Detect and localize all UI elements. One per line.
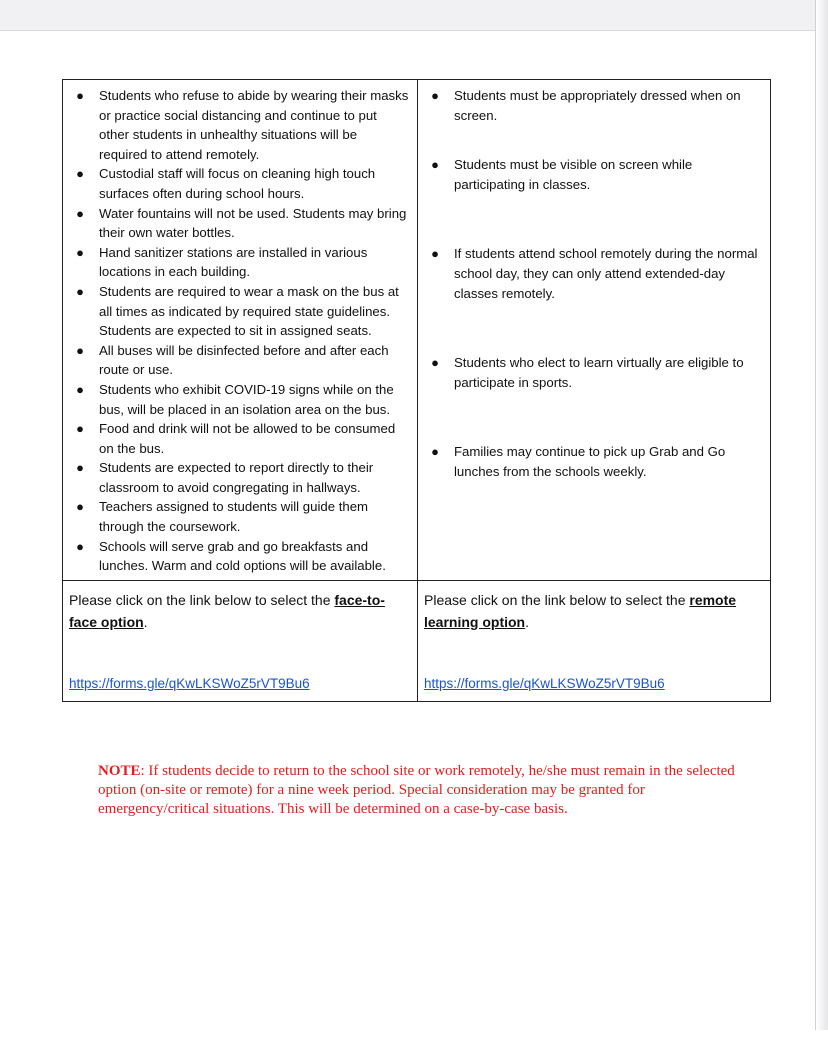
list-item: ● Hand sanitizer stations are installed in various locations in each building. xyxy=(76,244,368,280)
list-item: ● Students who exhibit COVID-19 signs while on the bus, will be placed in an isolation area on the bus. xyxy=(76,381,394,417)
bullet-icon: ● xyxy=(76,283,84,299)
list-item: ● Students who elect to learn virtually are eligible to participate in sports. xyxy=(431,355,744,390)
bullet-icon: ● xyxy=(431,246,439,262)
options-table xyxy=(62,79,771,702)
bullet-icon: ● xyxy=(76,205,84,221)
viewer-scrollbar[interactable] xyxy=(815,0,828,1030)
bullet-icon: ● xyxy=(431,355,439,371)
note-paragraph xyxy=(98,762,738,819)
bullet-icon: ● xyxy=(431,88,439,103)
bullet-icon: ● xyxy=(76,381,84,397)
list-item: ● Teachers assigned to students will guide them through the coursework. xyxy=(76,499,369,535)
list-item: ● Schools will serve grab and go breakfasts and lunches. Warm and cold options will be available. xyxy=(76,538,386,574)
bullet-icon: ● xyxy=(76,342,84,358)
face-to-face-form-link[interactable]: https://forms.gle/qKwLKSWoZ5rVT9Bu6 xyxy=(69,675,310,691)
remote-option-label: remote learning option xyxy=(424,591,737,630)
list-item: ● Custodial staff will focus on cleaning high touch surfaces often during school hours. xyxy=(76,166,376,201)
list-item: ● Students must be visible on screen while participating in classes. xyxy=(431,157,693,192)
list-item: ● Students must be appropriately dressed when on screen. xyxy=(431,88,741,123)
remote-rules-list xyxy=(418,80,770,516)
list-item: ● Water fountains will not be used. Students may bring their own water bottles. xyxy=(76,205,407,241)
list-item: ● All buses will be disinfected before and after each route or use. xyxy=(76,342,389,378)
face-to-face-intro: Please click on the link below to select the xyxy=(69,591,335,608)
list-item: ● Food and drink will not be allowed to be consumed on the bus. xyxy=(76,421,396,456)
bullet-icon: ● xyxy=(76,244,84,260)
list-item: ● If students attend school remotely during the normal school day, they can only attend extended-day classes remotely. xyxy=(431,246,758,301)
face-to-face-rules-list xyxy=(63,80,417,580)
viewer-toolbar xyxy=(0,0,828,31)
bullet-icon: ● xyxy=(76,499,84,515)
remote-link-cell: Please click on the link below to select the remote learning option. https://forms.gle/qKwLKSWoZ5rVT9Bu6 xyxy=(418,580,771,701)
bullet-icon: ● xyxy=(76,460,84,476)
list-item: ● Students are expected to report directly to their classroom to avoid congregating in hallways. xyxy=(76,460,374,495)
bullet-icon: ● xyxy=(76,421,84,437)
face-to-face-rules-cell xyxy=(63,80,418,581)
note-label: NOTE xyxy=(98,763,141,779)
bullet-icon: ● xyxy=(76,88,84,103)
bullet-icon: ● xyxy=(76,538,84,554)
note-text: : If students decide to return to the school site or work remotely, he/she must remain in the selected option (on-site or remote) for a nine week period. Special consideration may be granted for emergency/critical situations. This will be determined on a case-by-case basis. xyxy=(98,763,735,817)
bullet-icon: ● xyxy=(76,166,84,182)
remote-form-link[interactable]: https://forms.gle/qKwLKSWoZ5rVT9Bu6 xyxy=(424,675,665,691)
face-to-face-link-cell: Please click on the link below to select the face-to-face option. https://forms.gle/qKwLKSWoZ5rVT9Bu6 xyxy=(63,580,418,701)
face-to-face-option-label: face-to-face option xyxy=(69,591,385,630)
links-row xyxy=(63,580,771,701)
bullet-icon: ● xyxy=(431,157,439,173)
list-item: ● Students who refuse to abide by wearing their masks or practice social distancing and continue to put other students in unhealthy situations will be required to attend remotely. xyxy=(76,88,409,162)
remote-intro: Please click on the link below to select the xyxy=(424,591,690,608)
list-item: ● Students are required to wear a mask on the bus at all times as indicated by required state guidelines. Students are expected to sit in assigned seats. xyxy=(76,283,399,339)
list-item: ● Families may continue to pick up Grab and Go lunches from the schools weekly. xyxy=(431,444,726,479)
rules-row xyxy=(63,80,771,581)
remote-rules-cell xyxy=(418,80,771,581)
bullet-icon: ● xyxy=(431,444,439,460)
